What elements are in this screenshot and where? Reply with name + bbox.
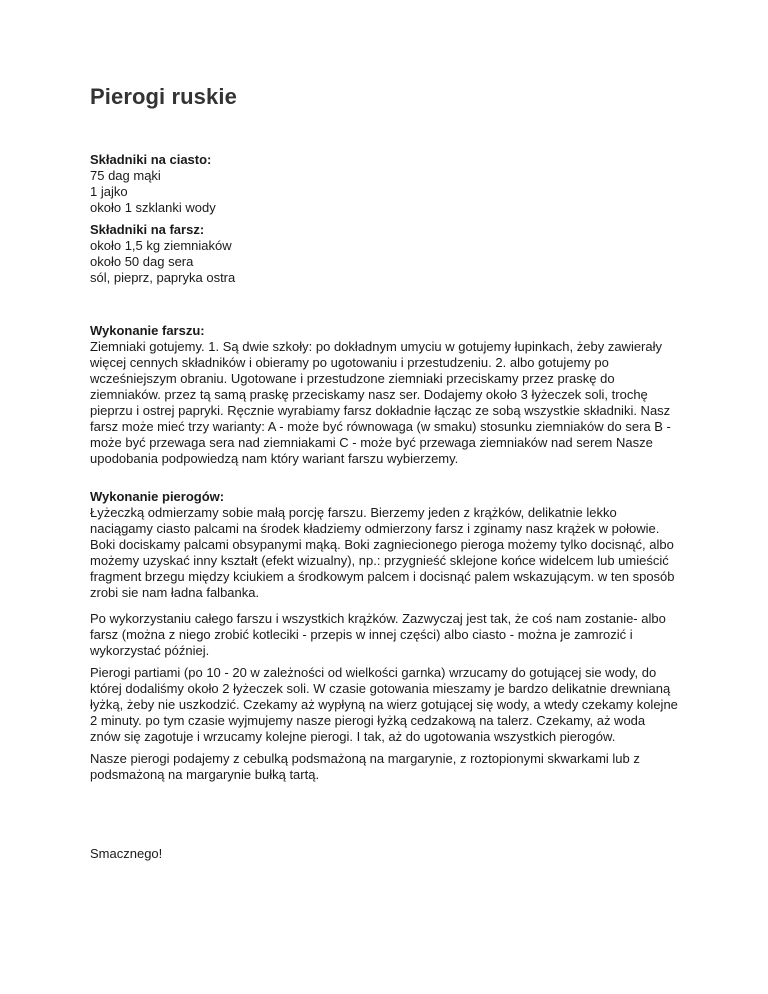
cooking-paragraph (90, 665, 690, 745)
filling-item: około 1,5 kg ziemniaków (90, 238, 232, 253)
closing-line: Smacznego! (90, 846, 163, 861)
serving-line: Nasze pierogi podajemy z cebulką podsmażoną na margarynie, z roztopionymi skwarkami lub z (90, 751, 640, 766)
serving-line: podsmażoną na margarynie bułką tartą. (90, 767, 320, 782)
filling-prep-line: ziemniaków. przez tą samą praskę przeciskamy nasz ser. Dodajemy około 3 łyżeczek soli, trochę (90, 387, 648, 402)
cooking-line: 2 minuty. po tym czasie wyjmujemy nasze pierogi łyżką cedzakową na talerz. Czekamy, aż woda (90, 713, 646, 728)
serving-paragraph (90, 751, 690, 783)
pierogi-prep-line: zrobi sie nam ładna falbanka. (90, 585, 260, 600)
dough-heading: Składniki na ciasto: (90, 152, 212, 167)
pierogi-prep-line: Łyżeczką odmierzamy sobie małą porcję farszu. Bierzemy jeden z krążków, delikatnie lekko (90, 505, 617, 520)
filling-prep-line: więcej cennych składników i obieramy po ugotowaniu i przestudzeniu. 2. albo gotujemy po (90, 355, 609, 370)
dough-item: 75 dag mąki (90, 168, 161, 183)
filling-prep-line: farsz może mieć trzy warianty: A - może być równowaga (w smaku) stosunku ziemniaków do sera B - (90, 419, 671, 434)
filling-prep-line: Ziemniaki gotujemy. 1. Są dwie szkoły: po dokładnym umyciu w gotujemy łupinkach, żeby zawierały (90, 339, 663, 354)
dough-ingredients (90, 152, 690, 216)
filling-prep-line: pieprzu i ostrej papryki. Ręcznie wyrabiamy farsz dokładnie łącząc ze sobą wszystkie składniki. Nasz (90, 403, 671, 418)
filling-prep-line: upodobania podpowiedzą nam który wariant farszu wybierzemy. (90, 451, 459, 466)
pierogi-prep-line: fragment brzegu między kciukiem a środkowym palcem i docisnąć palem wskazującym. w ten sposób (90, 569, 675, 584)
filling-heading: Składniki na farsz: (90, 222, 205, 237)
pierogi-prep-line: naciągamy ciasto palcami na środek kładziemy odmierzony farsz i zginamy nasz krążek w połowie. (90, 521, 660, 536)
filling-item: sól, pieprz, papryka ostra (90, 270, 236, 285)
pierogi-preparation (90, 489, 690, 601)
leftovers-paragraph (90, 611, 690, 659)
leftovers-line: farsz (można z niego zrobić kotleciki - przepis w innej części) albo ciasto - można je zamrozić i (90, 627, 633, 642)
leftovers-line: wykorzystać później. (90, 643, 210, 658)
closing-text (90, 846, 690, 862)
filling-prep-line: wcześniejszym obraniu. Ugotowane i przestudzone ziemniaki przeciskamy przez praskę do (90, 371, 615, 386)
filling-prep-line: może być przewaga sera nad ziemniakami C - może być przewaga ziemniaków nad serem Nasze (90, 435, 653, 450)
filling-prep-heading: Wykonanie farszu: (90, 323, 205, 338)
pierogi-prep-line: możemy uzyskać inny kształt (efekt wizualny), np.: przygnieść sklejone końce widelcem lub umieścić (90, 553, 669, 568)
filling-item: około 50 dag sera (90, 254, 194, 269)
filling-ingredients (90, 222, 690, 286)
dough-item: około 1 szklanki wody (90, 200, 216, 215)
pierogi-prep-line: Boki dociskamy palcami obsypanymi mąką. Boki zagniecionego pieroga możemy tylko docisnąć, albo (90, 537, 674, 552)
cooking-line: której dodaliśmy około 2 łyżeczek soli. W czasie gotowania mieszamy je bardzo delikatnie drewnianą (90, 681, 671, 696)
cooking-line: Pierogi partiami (po 10 - 20 w zależności od wielkości garnka) wrzucamy do gotującej sie wody, do (90, 665, 657, 680)
filling-preparation (90, 323, 690, 467)
leftovers-line: Po wykorzystaniu całego farszu i wszystkich krążków. Zazwyczaj jest tak, że coś nam zostanie- albo (90, 611, 666, 626)
dough-item: 1 jajko (90, 184, 128, 199)
cooking-line: znów się zagotuje i wrzucamy kolejne pierogi. I tak, aż do ugotowania wszystkich pierogów. (90, 729, 616, 744)
page-title: Pierogi ruskie (90, 84, 237, 109)
cooking-line: łyżką, żeby nie uszkodzić. Czekamy aż wypłyną na wierz gotującej się wody, a wtedy czekamy kolejne (90, 697, 678, 712)
pierogi-prep-heading: Wykonanie pierogów: (90, 489, 225, 504)
